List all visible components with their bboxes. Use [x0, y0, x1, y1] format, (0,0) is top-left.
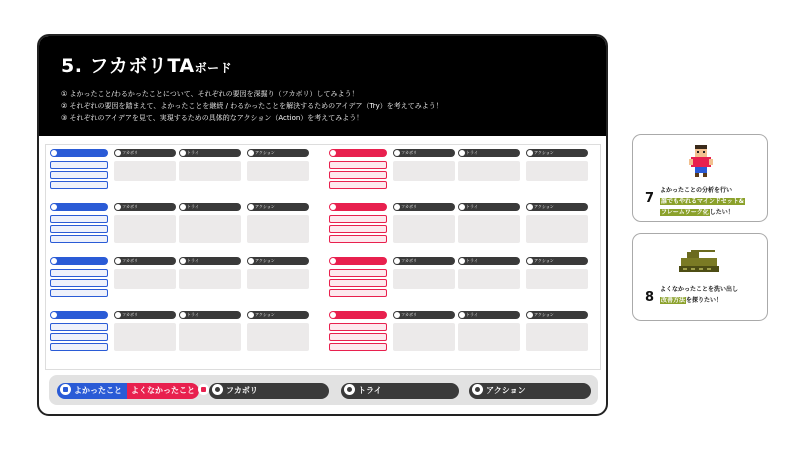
- sticky-note[interactable]: [179, 215, 241, 243]
- good-category-chip: [50, 203, 108, 211]
- sticky-note[interactable]: [50, 161, 108, 169]
- sticky-note[interactable]: [329, 289, 387, 297]
- column-chip-フカボリ: フカボリ: [393, 257, 455, 265]
- sticky-note[interactable]: [179, 161, 241, 181]
- sticky-note[interactable]: [50, 279, 108, 287]
- column-chip-フカボリ: フカボリ: [393, 203, 455, 211]
- bad-chip: よくなかったこと: [127, 383, 199, 399]
- card-number: 8: [645, 290, 655, 305]
- goal-card-8: [632, 233, 768, 321]
- sticky-note[interactable]: [50, 289, 108, 297]
- fukabori-ta-board: [37, 34, 608, 416]
- goal-card-7: [632, 134, 768, 222]
- sticky-note[interactable]: [393, 161, 455, 181]
- sticky-note[interactable]: [50, 225, 108, 233]
- bad-category-chip: [329, 257, 387, 265]
- sticky-note[interactable]: [329, 171, 387, 179]
- column-chip-トライ: トライ: [179, 257, 241, 265]
- search-icon: [212, 384, 223, 395]
- sticky-note[interactable]: [526, 269, 588, 289]
- sticky-note[interactable]: [247, 161, 309, 181]
- sticky-note[interactable]: [329, 161, 387, 169]
- sticky-note[interactable]: [50, 215, 108, 223]
- sticky-note[interactable]: [526, 323, 588, 351]
- column-chip-フカボリ: フカボリ: [393, 149, 455, 157]
- good-chip: よかったこと: [57, 383, 127, 399]
- good-category-chip: [50, 257, 108, 265]
- sticky-note[interactable]: [247, 215, 309, 243]
- column-chip-フカボリ: フカボリ: [114, 149, 176, 157]
- good-category-chip: [50, 149, 108, 157]
- card-text: よくなかったことを洗い出し 改善方法を探りたい！: [660, 286, 739, 304]
- column-chip-トライ: トライ: [458, 149, 520, 157]
- sticky-note[interactable]: [393, 269, 455, 289]
- sticky-note[interactable]: [329, 343, 387, 351]
- sticky-note[interactable]: [458, 323, 520, 351]
- pixel-person-icon: [689, 145, 713, 177]
- bad-category-chip: [329, 311, 387, 319]
- column-chip-アクション: アクション: [526, 149, 588, 157]
- try-chip: トライ: [341, 383, 459, 399]
- sticky-note[interactable]: [50, 343, 108, 351]
- page-title: 5. フカボリTAボード: [61, 55, 233, 77]
- sticky-note[interactable]: [50, 323, 108, 331]
- column-chip-アクション: アクション: [247, 311, 309, 319]
- column-chip-トライ: トライ: [458, 203, 520, 211]
- column-chip-トライ: トライ: [179, 149, 241, 157]
- sticky-note[interactable]: [114, 323, 176, 351]
- sticky-note[interactable]: [329, 235, 387, 243]
- board-header: [39, 36, 606, 136]
- sticky-note[interactable]: [329, 215, 387, 223]
- fukabori-chip: フカボリ: [209, 383, 329, 399]
- flag-icon: [472, 384, 483, 395]
- instruction-3: ③ それぞれのアイデアを見て、実現するための具体的なアクション（Action）を考えてみよう！: [61, 114, 364, 122]
- sticky-note[interactable]: [458, 215, 520, 243]
- sticky-note[interactable]: [50, 269, 108, 277]
- action-chip: アクション: [469, 383, 591, 399]
- legend-bar: [49, 375, 598, 405]
- sticky-note[interactable]: [50, 333, 108, 341]
- thumbs-up-icon: [60, 384, 71, 395]
- sticky-note[interactable]: [393, 323, 455, 351]
- column-chip-アクション: アクション: [247, 149, 309, 157]
- sticky-note[interactable]: [247, 269, 309, 289]
- sticky-note[interactable]: [458, 269, 520, 289]
- sticky-note[interactable]: [329, 323, 387, 331]
- column-chip-アクション: アクション: [526, 203, 588, 211]
- column-chip-アクション: アクション: [526, 257, 588, 265]
- sticky-note[interactable]: [526, 161, 588, 181]
- bad-category-chip: [329, 149, 387, 157]
- column-chip-トライ: トライ: [179, 311, 241, 319]
- sticky-note[interactable]: [114, 161, 176, 181]
- card-number: 7: [645, 191, 655, 206]
- column-chip-アクション: アクション: [247, 203, 309, 211]
- sticky-note[interactable]: [526, 215, 588, 243]
- sticky-note[interactable]: [179, 323, 241, 351]
- sticky-note[interactable]: [50, 171, 108, 179]
- good-category-chip: [50, 311, 108, 319]
- column-chip-トライ: トライ: [458, 311, 520, 319]
- column-chip-フカボリ: フカボリ: [114, 257, 176, 265]
- column-chip-トライ: トライ: [458, 257, 520, 265]
- sticky-note[interactable]: [247, 323, 309, 351]
- sticky-note[interactable]: [114, 269, 176, 289]
- sticky-note[interactable]: [329, 225, 387, 233]
- sticky-note[interactable]: [329, 333, 387, 341]
- instruction-1: ① よかったこと/わるかったことについて、それぞれの要因を深掘り（フカボリ）してみよう！: [61, 90, 359, 98]
- lightbulb-icon: [344, 384, 355, 395]
- column-chip-トライ: トライ: [179, 203, 241, 211]
- column-chip-フカボリ: フカボリ: [114, 311, 176, 319]
- sticky-note[interactable]: [179, 269, 241, 289]
- sticky-note[interactable]: [329, 181, 387, 189]
- column-chip-フカボリ: フカボリ: [114, 203, 176, 211]
- column-chip-アクション: アクション: [526, 311, 588, 319]
- sticky-note[interactable]: [114, 215, 176, 243]
- instruction-2: ② それぞれの要因を踏まえて、よかったことを継続 / わるかったことを解決するためのアイデア（Try）を考えてみよう！: [61, 102, 443, 110]
- sticky-note[interactable]: [458, 161, 520, 181]
- sticky-note[interactable]: [50, 181, 108, 189]
- sticky-note[interactable]: [329, 279, 387, 287]
- sticky-note[interactable]: [329, 269, 387, 277]
- column-chip-アクション: アクション: [247, 257, 309, 265]
- card-text: よかったことの分析を行い 誰でもやれるマインドセット& フレームワーク化したい！: [660, 187, 744, 216]
- thumbs-down-icon: [198, 384, 209, 395]
- column-chip-フカボリ: フカボリ: [393, 311, 455, 319]
- bad-category-chip: [329, 203, 387, 211]
- pixel-tank-icon: [679, 248, 719, 274]
- sticky-note[interactable]: [393, 215, 455, 243]
- sticky-board[interactable]: [45, 144, 601, 370]
- sticky-note[interactable]: [50, 235, 108, 243]
